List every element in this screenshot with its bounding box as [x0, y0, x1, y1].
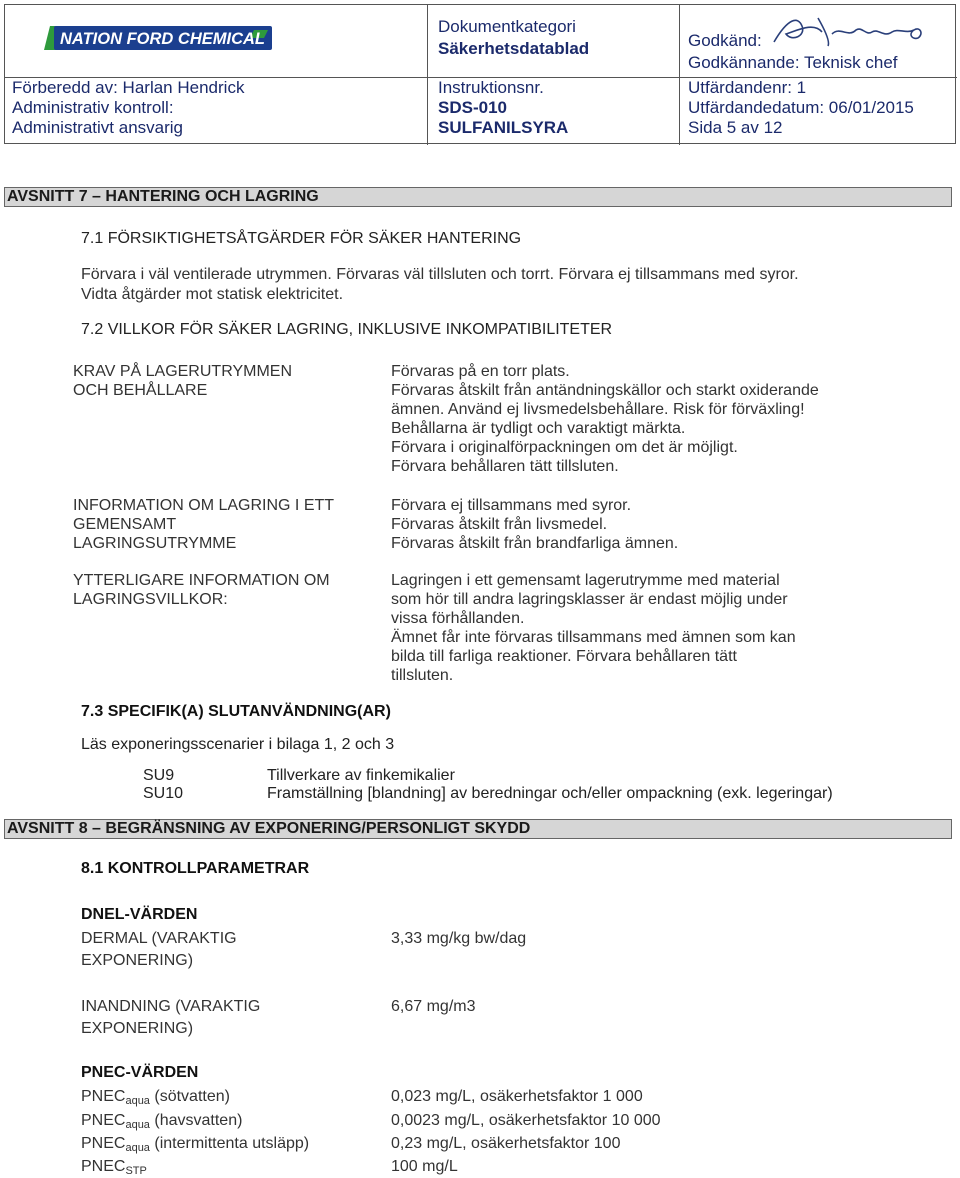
- storage-row-value: [391, 571, 796, 685]
- pnec-label: [81, 1087, 230, 1106]
- header-divider: [427, 5, 428, 145]
- dnel-title: DNEL-VÄRDEN: [81, 906, 198, 923]
- signature-icon: [768, 12, 928, 52]
- dnel-label: [81, 928, 237, 972]
- label-line: EXPONERING): [81, 1020, 194, 1037]
- pnec-suffix: (sötvatten): [149, 1088, 230, 1105]
- label-line: DERMAL (VARAKTIG: [81, 930, 237, 947]
- pnec-label: [81, 1157, 147, 1176]
- pnec-label: [81, 1111, 242, 1130]
- section-8-title: AVSNITT 8 – BEGRÄNSNING AV EXPONERING/PERSONLIGT SKYDD: [4, 819, 952, 839]
- handling-text: [81, 265, 799, 304]
- pnec-label: [81, 1134, 309, 1153]
- storage-row-label: [73, 362, 292, 400]
- value-line: bilda till farliga reaktioner. Förvara behållaren tätt: [391, 648, 737, 665]
- value-line: Förvaras åtskilt från livsmedel.: [391, 516, 608, 533]
- pnec-base: PNEC: [81, 1112, 126, 1129]
- label-line: KRAV PÅ LAGERUTRYMMEN: [73, 363, 293, 380]
- approved-label: Godkänd:: [688, 31, 762, 50]
- dnel-value: 3,33 mg/kg bw/dag: [391, 930, 527, 947]
- pnec-base: PNEC: [81, 1088, 126, 1105]
- pnec-subscript: aqua: [125, 1095, 150, 1107]
- handling-line: Vidta åtgärder mot statisk elektricitet.: [81, 285, 344, 303]
- su-code: SU9: [143, 767, 175, 784]
- label-line: INANDNING (VARAKTIG: [81, 998, 261, 1015]
- value-line: som hör till andra lagringsklasser är endast möjlig under: [391, 591, 788, 608]
- page-number: Sida 5 av 12: [688, 118, 783, 137]
- subsection-7-2-title: 7.2 VILLKOR FÖR SÄKER LAGRING, INKLUSIVE INKOMPATIBILITETER: [81, 321, 613, 338]
- admin-responsible: Administrativt ansvarig: [12, 118, 184, 137]
- approver-label: Godkännande: Teknisk chef: [688, 53, 898, 72]
- value-line: Förvaras åtskilt från brandfarliga ämnen.: [391, 535, 679, 552]
- pnec-value: 0,23 mg/L, osäkerhetsfaktor 100: [391, 1135, 621, 1152]
- instruction-label: Instruktionsnr.: [438, 78, 544, 97]
- pnec-subscript: STP: [125, 1165, 147, 1177]
- doc-category-value: Säkerhetsdatablad: [438, 39, 590, 58]
- value-line: vissa förhållanden.: [391, 610, 525, 627]
- storage-row-value: [391, 362, 819, 476]
- value-line: Ämnet får inte förvaras tillsammans med ämnen som kan: [391, 629, 796, 646]
- product-name: SULFANILSYRA: [438, 118, 569, 137]
- label-line: GEMENSAMT: [73, 516, 177, 533]
- subsection-7-3-title: 7.3 SPECIFIK(A) SLUTANVÄNDNING(AR): [81, 703, 391, 720]
- pnec-value: 0,023 mg/L, osäkerhetsfaktor 1 000: [391, 1088, 643, 1105]
- pnec-value: 0,0023 mg/L, osäkerhetsfaktor 10 000: [391, 1112, 661, 1129]
- storage-row-label: [73, 496, 334, 553]
- value-line: Lagringen i ett gemensamt lagerutrymme med material: [391, 572, 780, 589]
- exposure-scenario-text: Läs exponeringsscenarier i bilaga 1, 2 och 3: [81, 736, 395, 753]
- instruction-value: SDS-010: [438, 98, 507, 117]
- value-line: Förvara i originalförpackningen om det är möjligt.: [391, 439, 738, 456]
- dnel-label: [81, 996, 260, 1040]
- su-description: Framställning [blandning] av beredningar och/eller ompackning (exk. legeringar): [267, 785, 833, 802]
- company-logo: [44, 24, 276, 52]
- dnel-value: 6,67 mg/m3: [391, 998, 476, 1015]
- su-code: SU10: [143, 785, 184, 802]
- label-line: LAGRINGSVILLKOR:: [73, 591, 228, 608]
- pnec-suffix: (havsvatten): [149, 1112, 243, 1129]
- pnec-title: PNEC-VÄRDEN: [81, 1064, 199, 1081]
- prepared-by: Förberedd av: Harlan Hendrick: [12, 78, 245, 97]
- value-line: Förvara behållaren tätt tillsluten.: [391, 458, 619, 475]
- value-line: Behållarna är tydligt och varaktigt märkta.: [391, 420, 686, 437]
- section-7-title: AVSNITT 7 – HANTERING OCH LAGRING: [4, 187, 952, 207]
- logo-text: NATION FORD CHEMICAL: [60, 30, 266, 48]
- admin-control: Administrativ kontroll:: [12, 98, 174, 117]
- pnec-suffix: (intermittenta utsläpp): [149, 1135, 310, 1152]
- value-line: Förvaras åtskilt från antändningskällor och starkt oxiderande: [391, 382, 819, 399]
- value-line: tillsluten.: [391, 667, 454, 684]
- su-description: Tillverkare av finkemikalier: [267, 767, 455, 784]
- pnec-subscript: aqua: [125, 1119, 150, 1131]
- doc-category-label: Dokumentkategori: [438, 17, 576, 36]
- header-divider: [679, 5, 680, 145]
- pnec-base: PNEC: [81, 1158, 126, 1175]
- pnec-subscript: aqua: [125, 1142, 150, 1154]
- issue-date: Utfärdandedatum: 06/01/2015: [688, 98, 914, 117]
- pnec-base: PNEC: [81, 1135, 126, 1152]
- issue-number: Utfärdandenr: 1: [688, 78, 807, 97]
- label-line: INFORMATION OM LAGRING I ETT: [73, 497, 335, 514]
- label-line: OCH BEHÅLLARE: [73, 382, 208, 399]
- subsection-7-1-title: 7.1 FÖRSIKTIGHETSÅTGÄRDER FÖR SÄKER HANTERING: [81, 230, 522, 247]
- label-line: YTTERLIGARE INFORMATION OM: [73, 572, 330, 589]
- value-line: ämnen. Använd ej livsmedelsbehållare. Risk för förväxling!: [391, 401, 805, 418]
- pnec-value: 100 mg/L: [391, 1158, 458, 1175]
- label-line: EXPONERING): [81, 952, 194, 969]
- handling-line: Förvara i väl ventilerade utrymmen. Förvaras väl tillsluten och torrt. Förvara ej tillsammans med syror.: [81, 266, 799, 283]
- label-line: LAGRINGSUTRYMME: [73, 535, 237, 552]
- value-line: Förvara ej tillsammans med syror.: [391, 497, 632, 514]
- value-line: Förvaras på en torr plats.: [391, 363, 570, 380]
- storage-row-label: [73, 571, 330, 609]
- storage-row-value: [391, 496, 678, 553]
- subsection-8-1-title: 8.1 KONTROLLPARAMETRAR: [81, 860, 310, 877]
